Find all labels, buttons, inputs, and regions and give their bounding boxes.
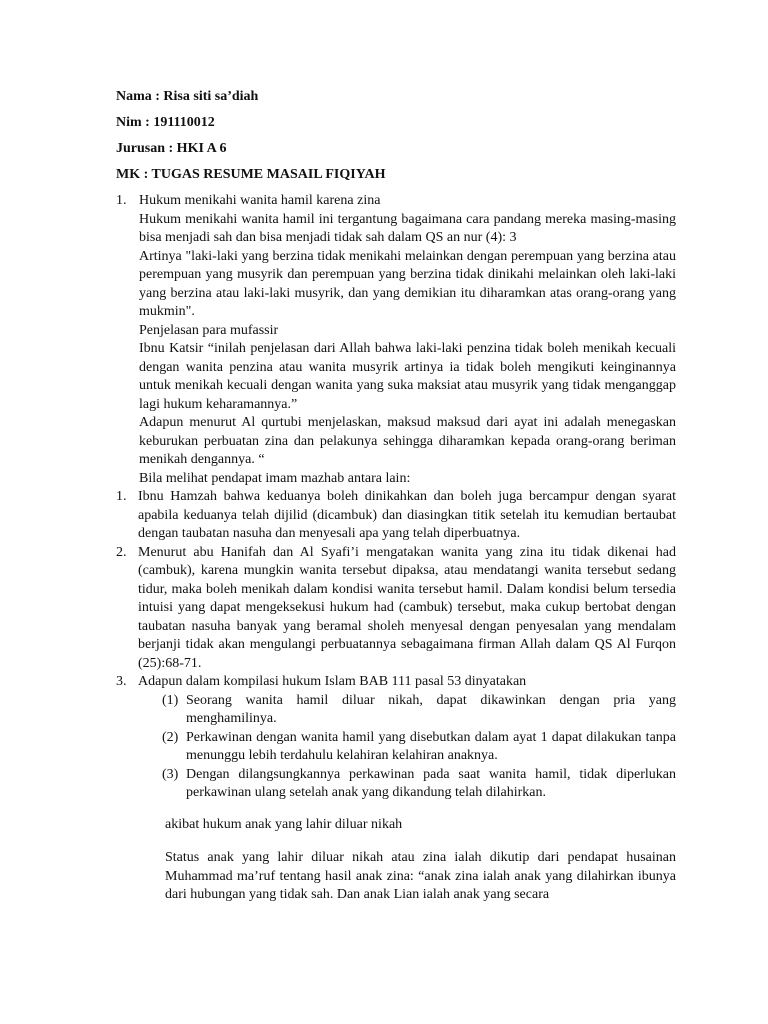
paragraph: Penjelasan para mufassir (139, 322, 279, 338)
sub-list-number: (3) (162, 766, 179, 782)
student-nim: Nim : 191110012 (116, 115, 215, 130)
paragraph: Artinya "laki-laki yang berzina tidak menikahi melainkan dengan perempuan yang berzina atau perempuan yang musyrik dan perempuan yang berzina tidak dinikahi melainkan oleh laki-laki yang berzina atau laki-laki musyrik, dan yang demikian itu diharamkan atas orang-orang yang mukmin". (139, 248, 676, 319)
list-item (116, 544, 676, 674)
sub-list-text: Perkawinan dengan wanita hamil yang disebutkan dalam ayat 1 dapat dilakukan tanpa menunggu lebih terdahulu kelahiran kelahiran anaknya. (186, 729, 676, 763)
section-title: Hukum menikahi wanita hamil karena zina (139, 193, 381, 208)
sub-list-text: Seorang wanita hamil diluar nikah, dapat dikawinkan dengan pria yang menghamilinya. (186, 692, 676, 726)
section-content (139, 192, 676, 488)
list-number: 1. (116, 489, 127, 504)
paragraph: Adapun menurut Al qurtubi menjelaskan, maksud maksud dari ayat ini adalah menegaskan keburukan perbuatan zina dan pelakunya sehingga diharamkan kepada orang-orang beriman menikah dengannya. “ (139, 415, 676, 467)
sub-list-item (116, 692, 676, 729)
list-text: Menurut abu Hanifah dan Al Syafi’i mengatakan wanita yang zina itu tidak dikenai had (cambuk), karena mungkin wanita tersebut dipaksa, atau mendatangi wanita tersebut sedang tidur, maka boleh menikah dalam kondisi wanita tersebut hamil. Dalam kondisi belum tersedia intuisi yang dapat mengeksekusi hukum had (cambuk) tersebut, maka cukup bertobat dengan taubatan nasuha banyak yang beramal sholeh menyesal dengan penyesalan yang mendalam berjanji tidak akan mengulangi perbuatannya sebagaimana firman Allah dalam QS Al Furqon (25):68-71. (138, 544, 676, 671)
list-number: 3. (116, 674, 127, 689)
document-body (116, 192, 676, 905)
list-number: 2. (116, 544, 127, 560)
paragraph: Status anak yang lahir diluar nikah atau zina ialah dikutip dari pendapat husainan Muhammad ma’ruf tentang hasil anak zina: “anak zina ialah anak yang dilahirkan ibunya dari hubungan yang tidak sah. Dan anak Lian ialah anak yang secara (165, 850, 676, 902)
course-title: MK : TUGAS RESUME MASAIL FIQIYAH (116, 167, 386, 182)
list-item (116, 673, 676, 692)
list-item (116, 488, 676, 544)
section-number: 1. (116, 193, 127, 208)
sub-list-number: (1) (162, 692, 179, 708)
sub-list-number: (2) (162, 729, 179, 745)
paragraph: Bila melihat pendapat imam mazhab antara lain: (139, 470, 411, 486)
sub-list-text: Dengan dilangsungkannya perkawinan pada saat wanita hamil, tidak diperlukan perkawinan ulang setelah anak yang dikandung telah dilahirkan. (186, 766, 676, 800)
student-name: Nama : Risa siti sa’diah (116, 89, 259, 104)
sub-list-item (116, 766, 676, 803)
list-text: Ibnu Hamzah bahwa keduanya boleh dinikahkan dan boleh juga bercampur dengan syarat apabila keduanya telah dijilid (dicambuk) dan diasingkan titik setelah itu kemudian bertaubat dengan taubatan nasuha dan menyesali apa yang telah diperbuatnya. (138, 489, 676, 541)
paragraph: Ibnu Katsir “inilah penjelasan dari Allah bahwa laki-laki penzina tidak boleh menikah kecuali dengan wanita penzina atau wanita musyrik artinya ia tidak boleh mengikuti keinginannya untuk menikah kecuali dengan wanita yang suka maksiat atau musyrik yang tidak menganggap lagi hukum keharamannya.” (139, 341, 676, 412)
student-major: Jurusan : HKI A 6 (116, 141, 227, 156)
paragraph: Hukum menikahi wanita hamil ini tergantung bagaimana cara pandang mereka masing-masing bisa menjadi sah dan bisa menjadi tidak sah dalam QS an nur (4): 3 (139, 211, 676, 245)
sub-list-item (116, 729, 676, 766)
list-text: Adapun dalam kompilasi hukum Islam BAB 111 pasal 53 dinyatakan (138, 674, 527, 689)
paragraph: akibat hukum anak yang lahir diluar nikah (165, 816, 403, 832)
section-1 (116, 192, 676, 488)
